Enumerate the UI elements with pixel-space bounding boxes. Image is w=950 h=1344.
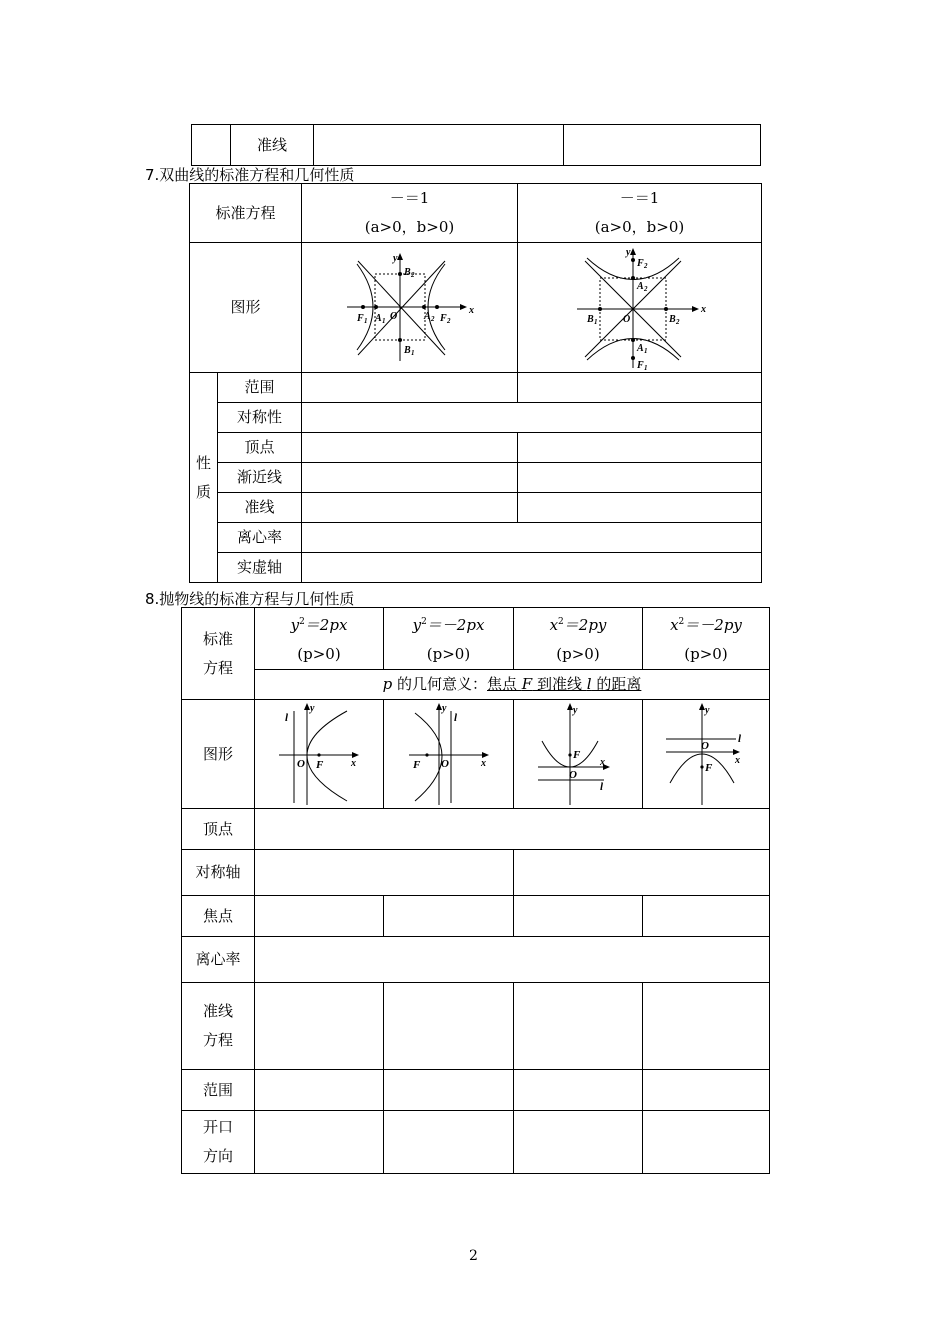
property-asymptotes: 渐近线: [218, 463, 302, 493]
fig2-F1-label: F: [636, 359, 644, 371]
eq4-lhs: x: [670, 616, 679, 634]
eq2-rhs: ＝－2px: [426, 616, 485, 634]
directrix-label: 准线: [231, 125, 314, 166]
fig2-A2-sub: 2: [643, 284, 648, 293]
property-cell: [302, 553, 762, 583]
fig2-F1-sub: 1: [643, 363, 648, 372]
properties-label-char1: 性: [195, 453, 211, 472]
hyperbola-eq2-line1: －＝1: [619, 189, 660, 207]
parabola-cell: [255, 850, 514, 896]
fig1-y-label: y: [392, 252, 397, 264]
parabola-right-figure: [277, 701, 361, 807]
parabola-cell: [255, 983, 384, 1070]
parabola-cell: [384, 1111, 514, 1174]
property-axes: 实虚轴: [218, 553, 302, 583]
fig1-A1-label: A: [374, 312, 382, 324]
fig-p1-O-label: O: [297, 758, 305, 770]
section8-title: 8.抛物线的标准方程与几何性质: [145, 590, 355, 608]
parabola-figure3-cell: [514, 700, 643, 809]
p-meaning-l: l: [586, 675, 592, 693]
p-meaning: [255, 670, 770, 700]
parabola-focus-label: 焦点: [182, 896, 255, 937]
properties-label: [190, 373, 218, 583]
fig-p4-x-label: x: [735, 755, 740, 766]
fig-p2-x-label: x: [480, 758, 486, 769]
property-cell: [518, 373, 762, 403]
parabola-cell: [255, 1070, 384, 1111]
fig-p2-F-label: F: [412, 759, 420, 771]
fig1-B2-label: B: [403, 266, 411, 278]
parabola-up-figure: [536, 701, 620, 807]
fig1-B1-sub: 1: [410, 348, 415, 357]
property-cell: [302, 373, 518, 403]
property-cell: [302, 463, 518, 493]
opening-label-line2: 方向: [202, 1147, 233, 1165]
eq4-rhs: ＝－2py: [684, 616, 742, 634]
eq2-sup: 2: [421, 617, 427, 627]
eq3-cond: (p>0): [556, 645, 600, 663]
fig1-x-label: x: [468, 304, 474, 316]
eq2-cond: (p>0): [426, 645, 471, 663]
parabola-left-figure: [407, 701, 491, 807]
fig2-A1-label: A: [636, 342, 644, 354]
parabola-figure2-cell: [384, 700, 514, 809]
parabola-cell: [255, 809, 770, 850]
fig1-A2-sub: 2: [430, 314, 435, 323]
parabola-table: [181, 607, 770, 1174]
eq4-cond: (p>0): [684, 645, 728, 663]
parabola-eq4: [643, 608, 770, 670]
fig-p4-O-label: O: [701, 740, 709, 752]
parabola-opening-label: [182, 1111, 255, 1174]
fig2-A2-label: A: [636, 280, 644, 292]
p-meaning-t4: 的距离: [591, 675, 642, 693]
eq3-sup: 2: [558, 617, 564, 627]
fig-p2-l-label: l: [453, 712, 457, 724]
p-meaning-t2: 焦点: [487, 675, 522, 693]
hyperbola-table: [189, 183, 762, 583]
fig2-origin-label: O: [622, 313, 630, 325]
property-cell: [302, 523, 762, 553]
parabola-down-figure: [664, 701, 748, 807]
eq4-sup: 2: [678, 617, 685, 627]
parabola-axis-label: 对称轴: [182, 850, 255, 896]
parabola-cell: [255, 937, 770, 983]
parabola-cell: [255, 896, 384, 937]
p-meaning-t3: 到准线: [532, 675, 587, 693]
eq3-rhs: ＝2py: [563, 616, 607, 634]
property-cell: [518, 493, 762, 523]
parabola-cell: [643, 983, 770, 1070]
fig2-B2-sub: 2: [675, 317, 680, 326]
property-cell: [518, 463, 762, 493]
parabola-figure1-cell: [255, 700, 384, 809]
parabola-figure-label: 图形: [182, 700, 255, 809]
fig2-B2-label: B: [668, 313, 676, 325]
hyperbola-eq2-line2: (a>0，b>0): [594, 218, 685, 236]
parabola-cell: [255, 1111, 384, 1174]
opening-label-line1: 开口: [202, 1118, 233, 1136]
page-number: 2: [469, 1248, 478, 1264]
fig1-A2-label: A: [423, 310, 431, 322]
fig1-B1-label: B: [403, 344, 411, 356]
parabola-eq2: [384, 608, 514, 670]
top-table-cell: [564, 125, 761, 166]
top-table-cell: [314, 125, 564, 166]
figure-label: 图形: [190, 243, 302, 373]
fig-p4-y-label: y: [705, 705, 710, 716]
fig-p1-F-label: F: [316, 759, 324, 771]
parabola-cell: [643, 1070, 770, 1111]
parabola-cell: [514, 850, 770, 896]
property-range: 范围: [218, 373, 302, 403]
fig-p3-F-label: F: [573, 749, 581, 761]
properties-label-char2: 质: [195, 482, 211, 501]
fig-p2-y-label: y: [441, 703, 446, 714]
parabola-eq-label-line1: 标准: [202, 629, 233, 648]
eq2-lhs: y: [412, 616, 422, 634]
parabola-cell: [384, 983, 514, 1070]
fig1-F2-label: F: [439, 312, 447, 324]
top-table-empty-cell: [192, 125, 231, 166]
fig2-B1-label: B: [586, 313, 594, 325]
parabola-cell: [643, 896, 770, 937]
hyperbola-eq1-line2: (a>0，b>0): [364, 218, 455, 236]
parabola-eq-label-line2: 方程: [202, 658, 233, 677]
parabola-eccentricity-label: 离心率: [182, 937, 255, 983]
fig-p1-x-label: x: [351, 758, 356, 769]
fig1-B2-sub: 2: [410, 270, 415, 279]
hyperbola-eq2: [518, 184, 762, 243]
parabola-cell: [643, 1111, 770, 1174]
eq1-rhs: ＝2px: [304, 616, 348, 634]
fig1-A1-sub: 1: [381, 316, 386, 325]
fig2-B1-sub: 1: [593, 317, 598, 326]
eq1-cond: (p>0): [297, 645, 341, 663]
hyperbola-eq1-line1: －＝1: [389, 189, 430, 207]
fig-p3-x-label: x: [600, 757, 605, 768]
parabola-directrix-label: [182, 983, 255, 1070]
eq1-sup: 2: [299, 617, 305, 627]
eq1-lhs: y: [290, 616, 300, 634]
property-cell: [302, 493, 518, 523]
fig2-x-label: x: [700, 303, 706, 315]
directrix-label-line1: 准线: [202, 1002, 233, 1020]
fig-p3-l-label: l: [600, 781, 604, 793]
section7-title: 7.双曲线的标准方程和几何性质: [145, 166, 355, 184]
p-meaning-t1: 的几何意义：: [392, 675, 488, 693]
p-meaning-F: F: [521, 675, 533, 693]
parabola-standard-equation-label: [182, 608, 255, 700]
fig-p1-y-label: y: [310, 703, 315, 714]
fig2-F2-sub: 2: [643, 261, 648, 270]
property-symmetry: 对称性: [218, 403, 302, 433]
hyperbola-horizontal-figure: [345, 251, 475, 365]
hyperbola-eq1: [302, 184, 518, 243]
fig-p3-y-label: y: [573, 705, 578, 716]
property-vertices: 顶点: [218, 433, 302, 463]
parabola-cell: [514, 1111, 643, 1174]
parabola-cell: [514, 896, 643, 937]
standard-equation-label: 标准方程: [190, 184, 302, 243]
parabola-eq3: [514, 608, 643, 670]
parabola-figure4-cell: [643, 700, 770, 809]
fig-p2-O-label: O: [440, 758, 449, 770]
parabola-eq1: [255, 608, 384, 670]
parabola-vertex-label: 顶点: [182, 809, 255, 850]
property-eccentricity: 离心率: [218, 523, 302, 553]
hyperbola-figure1-cell: [302, 243, 518, 373]
p-meaning-p: p: [382, 675, 393, 693]
fig-p4-F-label: F: [705, 762, 713, 774]
fig1-F1-label: F: [356, 312, 364, 324]
fig2-A1-sub: 1: [643, 346, 648, 355]
parabola-cell: [384, 1070, 514, 1111]
fig1-origin-label: O: [389, 310, 397, 322]
fig1-F2-sub: 2: [446, 316, 451, 325]
parabola-cell: [514, 1070, 643, 1111]
eq3-lhs: x: [549, 616, 559, 634]
property-cell: [302, 433, 518, 463]
property-cell: [302, 403, 762, 433]
hyperbola-vertical-figure: [575, 246, 705, 370]
property-directrix: 准线: [218, 493, 302, 523]
directrix-label-line2: 方程: [202, 1031, 233, 1049]
property-cell: [518, 433, 762, 463]
top-table: [191, 124, 761, 166]
fig-p4-l-label: l: [738, 733, 742, 745]
hyperbola-figure2-cell: [518, 243, 762, 373]
fig1-F1-sub: 1: [363, 316, 368, 325]
parabola-range-label: 范围: [182, 1070, 255, 1111]
fig2-F2-label: F: [636, 257, 644, 269]
fig-p3-O-label: O: [569, 769, 577, 781]
fig2-y-label: y: [625, 246, 630, 258]
parabola-cell: [514, 983, 643, 1070]
parabola-cell: [384, 896, 514, 937]
fig-p1-l-label: l: [285, 712, 289, 724]
